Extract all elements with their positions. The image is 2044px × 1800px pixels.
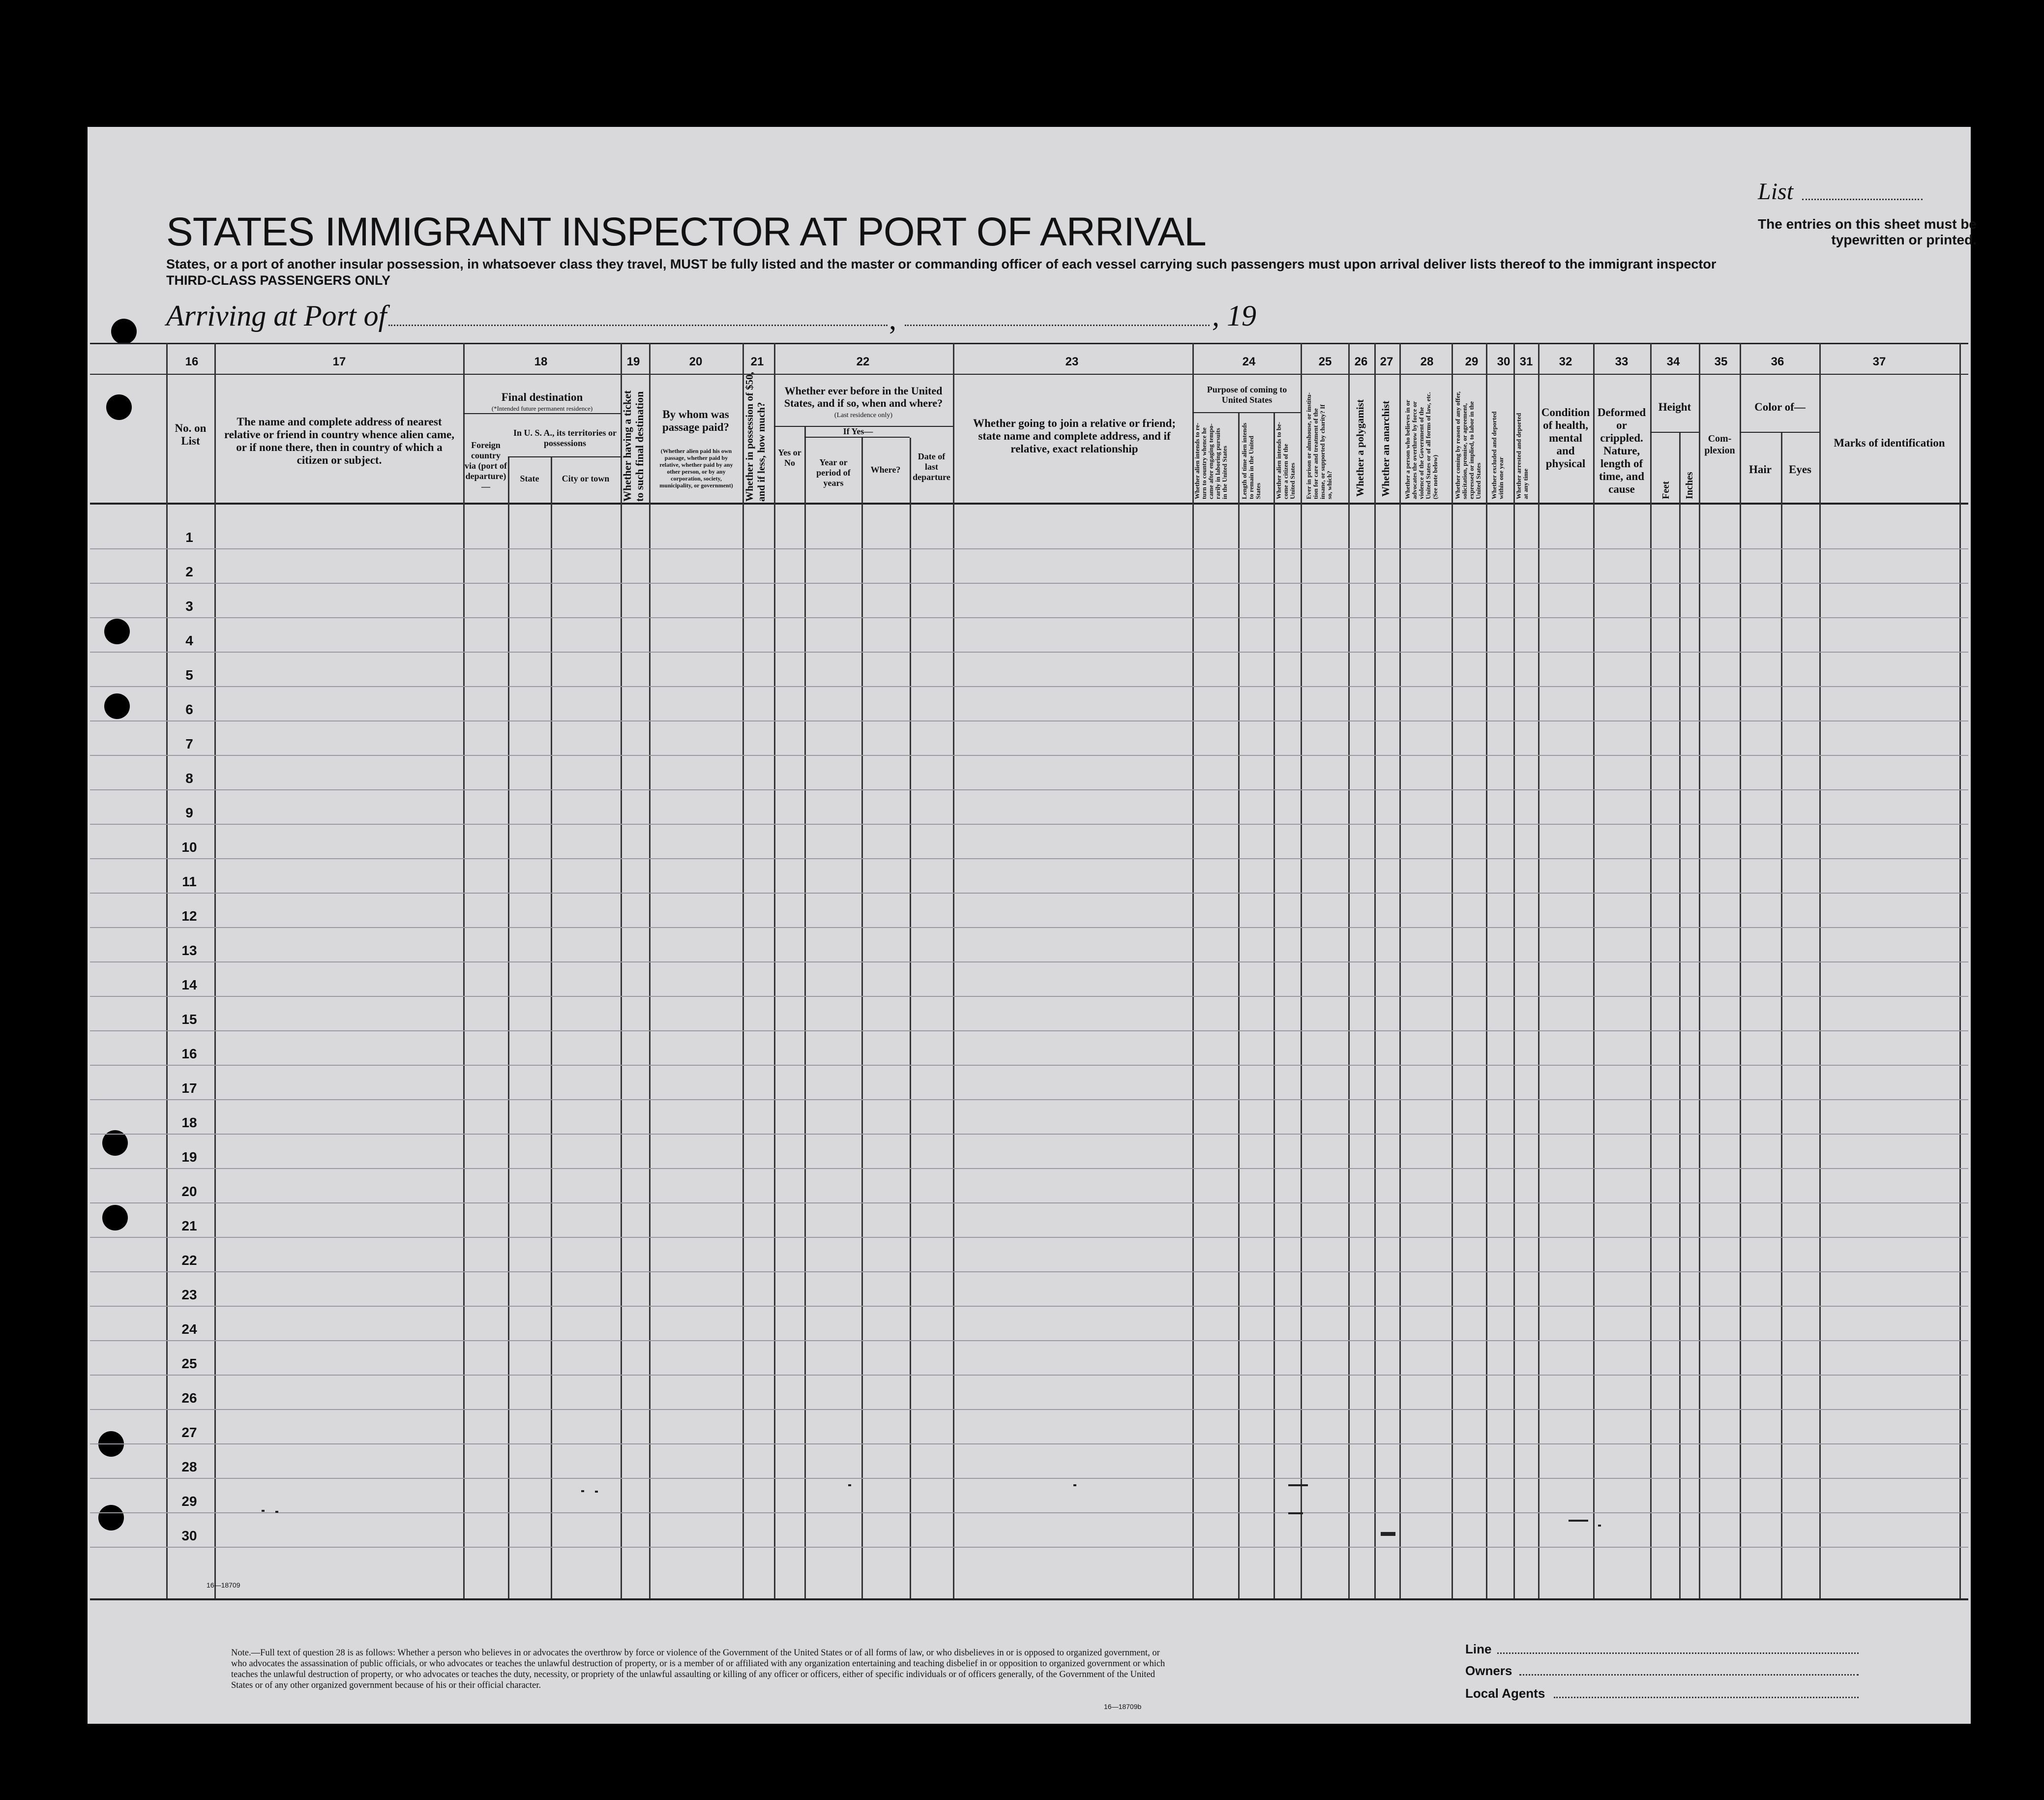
row-rule xyxy=(90,1547,1968,1548)
row-rule xyxy=(90,1409,1968,1410)
row-number: 15 xyxy=(181,1012,197,1027)
date-field[interactable] xyxy=(905,325,1210,326)
column-number: 25 xyxy=(1318,355,1332,368)
header-purpose: Purpose of coming to United States xyxy=(1207,385,1287,405)
row-rule xyxy=(90,686,1968,687)
row-number: 5 xyxy=(185,667,193,683)
row-number: 12 xyxy=(181,908,197,924)
row-rule xyxy=(90,961,1968,962)
column-rule xyxy=(742,343,744,1598)
row-rule xyxy=(90,1065,1968,1066)
row-rule xyxy=(90,927,1968,928)
row-number: 7 xyxy=(185,736,193,751)
column-rule xyxy=(1452,343,1453,1598)
row-number: 27 xyxy=(181,1425,197,1440)
line-label: Line xyxy=(1465,1642,1492,1656)
column-number: 17 xyxy=(332,355,346,368)
speck xyxy=(262,1510,265,1512)
header-inches: Inches xyxy=(1684,472,1695,499)
header-length-of-stay: Length of time alien intends to remain in the United States xyxy=(1241,422,1262,499)
subheader-rule xyxy=(463,413,621,414)
subheader-rule xyxy=(1650,432,1699,433)
column-number: 32 xyxy=(1559,355,1572,368)
column-rule xyxy=(1699,343,1700,1598)
row-number: 18 xyxy=(181,1115,197,1130)
header-no-on-list: No. on List xyxy=(175,422,207,447)
column-rule xyxy=(463,343,465,1598)
column-rule xyxy=(1192,343,1194,1598)
row-number: 8 xyxy=(185,771,193,786)
row-number: 24 xyxy=(181,1321,197,1337)
column-rule xyxy=(1781,433,1782,1598)
column-number: 35 xyxy=(1714,355,1728,368)
row-rule xyxy=(90,1134,1968,1135)
column-number: 34 xyxy=(1666,355,1680,368)
column-number: 18 xyxy=(534,355,548,368)
header-nearest-relative: The name and complete address of nearest relative or friend in country whence alien came, or if none there, then in country of which a citizen or subject. xyxy=(224,416,454,466)
header-overthrow: Whether a person who believes in or advocates the overthrow by force or violence of the Government of the United States or of all forms of law, etc. (See note below) xyxy=(1404,392,1439,499)
binder-hole xyxy=(102,1205,128,1230)
row-number: 25 xyxy=(181,1356,197,1371)
row-rule xyxy=(90,893,1968,894)
speck xyxy=(1569,1520,1588,1522)
column-rule xyxy=(1959,343,1961,1598)
column-rule xyxy=(861,438,863,1598)
binder-hole xyxy=(106,394,132,420)
row-rule xyxy=(90,1237,1968,1238)
column-number: 20 xyxy=(689,355,703,368)
speck xyxy=(595,1491,598,1493)
header-deformed: Deformed or crippled. Nature, length of time, and cause xyxy=(1597,406,1646,495)
column-number: 19 xyxy=(626,355,640,368)
row-number: 16 xyxy=(181,1046,197,1061)
header-fifty-dollars: Whether in possession of $50, and if less, how much? xyxy=(743,372,767,502)
question-28-note: Note.—Full text of question 28 is as follows: Whether a person who believes in or advocates the overthrow by force or violence of the Government of the United States or of all forms of law, or who disbelieves in or is opposed to organized government, or who advocates the assassination of public officials, or who advocates or teaches the unlawful destruction of property, or is a member of or affiliated with any organization entertaining and teaching disbelief in or opposition to organized government or which teaches the unlawful destruction of property, or who advocates or teaches the duty, necessity, or propriety of the unlawful assaulting or killing of any officer or officers, either of specific individuals or of officers generally, of the Government of the United States or of any other organized government because of his or their official character. xyxy=(231,1648,1165,1690)
row-rule xyxy=(90,1340,1968,1341)
column-rule xyxy=(508,457,509,1598)
row-number: 19 xyxy=(181,1149,197,1165)
column-rule xyxy=(214,343,216,1598)
speck xyxy=(1288,1484,1308,1486)
column-rule xyxy=(551,457,552,1598)
speck xyxy=(1598,1525,1601,1527)
header-year-period: Year or period of years xyxy=(816,457,851,488)
row-number: 30 xyxy=(181,1528,197,1543)
column-rule xyxy=(1486,343,1487,1598)
form-title: STATES IMMIGRANT INSPECTOR AT PORT OF ARRIVAL xyxy=(166,210,1206,254)
owners-field[interactable] xyxy=(1519,1674,1859,1676)
column-number: 31 xyxy=(1519,355,1533,368)
row-number: 22 xyxy=(181,1253,197,1268)
speck xyxy=(1288,1512,1303,1514)
row-rule xyxy=(90,652,1968,653)
row-number: 13 xyxy=(181,943,197,958)
form-number: 16—18709b xyxy=(1104,1703,1142,1710)
speck xyxy=(275,1511,278,1513)
row-number: 14 xyxy=(181,977,197,992)
row-number: 28 xyxy=(181,1459,197,1474)
header-hair: Hair xyxy=(1749,463,1772,476)
row-rule xyxy=(90,858,1968,859)
column-rule xyxy=(1348,343,1350,1598)
header-city: City or town xyxy=(562,474,610,483)
entries-note: The entries on this sheet must be typewritten or printed. xyxy=(1758,216,1977,247)
column-rule xyxy=(1513,343,1515,1598)
header-offer-labor: Whether coming by reason of any offer, solicitation, promise, or agreement, expressed or implied, to labor in the United States xyxy=(1454,391,1482,499)
header-arrested: Whether arrested and deported at any time xyxy=(1515,413,1529,499)
header-color-of: Color of— xyxy=(1754,401,1806,413)
column-rule xyxy=(621,343,622,1598)
row-number: 1 xyxy=(185,530,193,545)
header-foreign-country: Foreign country via (port of departure)— xyxy=(465,440,507,491)
row-number: 2 xyxy=(185,564,193,579)
list-label: List xyxy=(1758,179,1794,205)
column-rule xyxy=(774,343,775,1598)
row-number: 4 xyxy=(185,633,193,648)
row-number: 9 xyxy=(185,805,193,820)
header-if-yes: If Yes— xyxy=(843,426,873,436)
row-rule xyxy=(90,1168,1968,1169)
row-rule xyxy=(90,996,1968,997)
column-number: 24 xyxy=(1242,355,1256,368)
row-rule xyxy=(90,1443,1968,1444)
local-agents-field[interactable] xyxy=(1554,1697,1859,1698)
column-rule xyxy=(910,438,911,1598)
row-number: 26 xyxy=(181,1390,197,1406)
row-number: 10 xyxy=(181,840,197,855)
header-feet: Feet xyxy=(1660,481,1671,499)
header-date-departure: Date of last departure xyxy=(913,451,950,482)
column-number: 37 xyxy=(1872,355,1886,368)
header-become-citizen: Whether alien intends to be- come a citizen of the United States xyxy=(1275,421,1296,499)
row-rule xyxy=(90,824,1968,825)
row-number: 11 xyxy=(182,874,197,889)
speck xyxy=(581,1490,584,1492)
column-rule xyxy=(1650,343,1652,1598)
local-agents-label: Local Agents xyxy=(1465,1686,1545,1701)
year-label: , 19 xyxy=(1212,300,1256,332)
arriving-label: Arriving at Port of xyxy=(166,300,387,332)
header-divider xyxy=(90,374,1968,375)
header-final-destination: Final destination xyxy=(501,391,583,403)
column-rule xyxy=(804,427,806,1598)
row-rule xyxy=(90,720,1968,721)
header-excluded: Whether excluded and deported within one year xyxy=(1490,411,1505,499)
row-number: 29 xyxy=(181,1494,197,1509)
row-rule xyxy=(90,1271,1968,1272)
speck xyxy=(848,1484,851,1486)
row-rule xyxy=(90,789,1968,790)
owners-label: Owners xyxy=(1465,1663,1512,1678)
header-complexion: Com-plexion xyxy=(1704,433,1735,456)
header-by-whom-note: (Whether alien paid his own passage, whether paid by relative, whether paid by any other person, or by any corporation, society, municipality, or government) xyxy=(659,448,733,489)
row-rule xyxy=(90,1512,1968,1513)
row-number: 6 xyxy=(185,702,193,717)
column-rule xyxy=(1238,413,1240,1598)
row-number: 17 xyxy=(181,1080,197,1096)
header-where: Where? xyxy=(870,465,901,475)
subheader-rule xyxy=(1740,432,1819,433)
column-number: 16 xyxy=(185,355,199,368)
row-rule xyxy=(90,583,1968,584)
header-join-relative: Whether going to join a relative or friend; state name and complete address, and if relative, exact relationship xyxy=(973,417,1176,455)
row-rule xyxy=(90,1306,1968,1307)
row-rule xyxy=(90,1375,1968,1376)
column-rule xyxy=(1301,343,1302,1598)
row-rule xyxy=(90,1478,1968,1479)
header-bottom-rule xyxy=(90,503,1968,505)
binder-hole xyxy=(111,319,137,344)
header-by-whom: By whom was passage paid? xyxy=(662,408,730,433)
column-rule xyxy=(1819,343,1821,1598)
column-number: 33 xyxy=(1615,355,1629,368)
form-instructions: States, or a port of another insular possession, in whatsoever class they travel, MUST be fully listed and the master or commanding officer of each vessel carrying such passengers must upon arrival deliver lists thereof to the immigrant inspector xyxy=(166,257,1717,271)
header-yes-or-no: Yes or No xyxy=(778,448,801,468)
header-height: Height xyxy=(1658,401,1691,413)
row-rule xyxy=(90,1030,1968,1031)
subheader-rule xyxy=(1192,412,1301,413)
header-final-destination-note: (*Intended future permanent residence) xyxy=(491,405,593,412)
form-number: 16—18709 xyxy=(207,1581,240,1589)
column-rule xyxy=(1399,343,1401,1598)
header-prison: Ever in prison or almshouse, or institu- tion for care and treatment of the insane, or supported by charity? If so, which? xyxy=(1305,392,1333,499)
row-rule xyxy=(90,1099,1968,1100)
subheader-rule xyxy=(508,456,621,457)
row-rule xyxy=(90,1202,1968,1203)
list-number-field[interactable] xyxy=(1802,199,1923,200)
column-rule xyxy=(1740,343,1741,1598)
binder-hole xyxy=(104,619,130,644)
column-rule xyxy=(1374,343,1376,1598)
column-number: 28 xyxy=(1420,355,1434,368)
row-rule xyxy=(90,548,1968,549)
header-polygamist: Whether a polygamist xyxy=(1354,399,1366,497)
table-bottom-rule xyxy=(90,1598,1968,1600)
column-rule xyxy=(1538,343,1540,1598)
speck xyxy=(1381,1532,1395,1536)
column-number: 22 xyxy=(856,355,870,368)
comma: , xyxy=(889,303,896,335)
header-anarchist: Whether an anarchist xyxy=(1380,400,1392,497)
column-number: 29 xyxy=(1465,355,1479,368)
column-rule xyxy=(1274,413,1275,1598)
header-eyes: Eyes xyxy=(1789,463,1811,476)
header-in-usa: In U. S. A., its territories or possessions xyxy=(513,428,617,448)
subheader-rule xyxy=(804,437,910,438)
column-number: 21 xyxy=(750,355,764,368)
header-ever-before: Whether ever before in the United States, and if so, when and where? xyxy=(784,385,943,409)
speck xyxy=(1073,1484,1076,1486)
row-number: 23 xyxy=(181,1287,197,1302)
row-number: 21 xyxy=(181,1218,197,1233)
header-marks: Marks of identification xyxy=(1834,437,1945,449)
column-number: 36 xyxy=(1771,355,1784,368)
column-rule xyxy=(953,343,954,1598)
column-rule xyxy=(649,343,651,1598)
line-field[interactable] xyxy=(1497,1652,1859,1654)
binder-hole xyxy=(98,1505,124,1530)
row-rule xyxy=(90,755,1968,756)
row-rule xyxy=(90,617,1968,618)
header-state: State xyxy=(520,474,539,483)
row-number: 20 xyxy=(181,1184,197,1199)
column-number: 26 xyxy=(1354,355,1368,368)
column-rule xyxy=(1679,433,1681,1598)
row-number: 3 xyxy=(185,599,193,614)
port-field[interactable] xyxy=(388,325,888,326)
column-number: 27 xyxy=(1380,355,1393,368)
column-number: 23 xyxy=(1065,355,1079,368)
passenger-class: THIRD-CLASS PASSENGERS ONLY xyxy=(166,273,391,288)
table-top-rule xyxy=(90,343,1968,344)
binder-hole xyxy=(104,693,130,719)
column-rule xyxy=(1593,343,1595,1598)
column-number: 30 xyxy=(1497,355,1511,368)
header-last-residence: (Last residence only) xyxy=(834,412,893,419)
header-condition: Condition of health, mental and physical xyxy=(1541,406,1590,470)
